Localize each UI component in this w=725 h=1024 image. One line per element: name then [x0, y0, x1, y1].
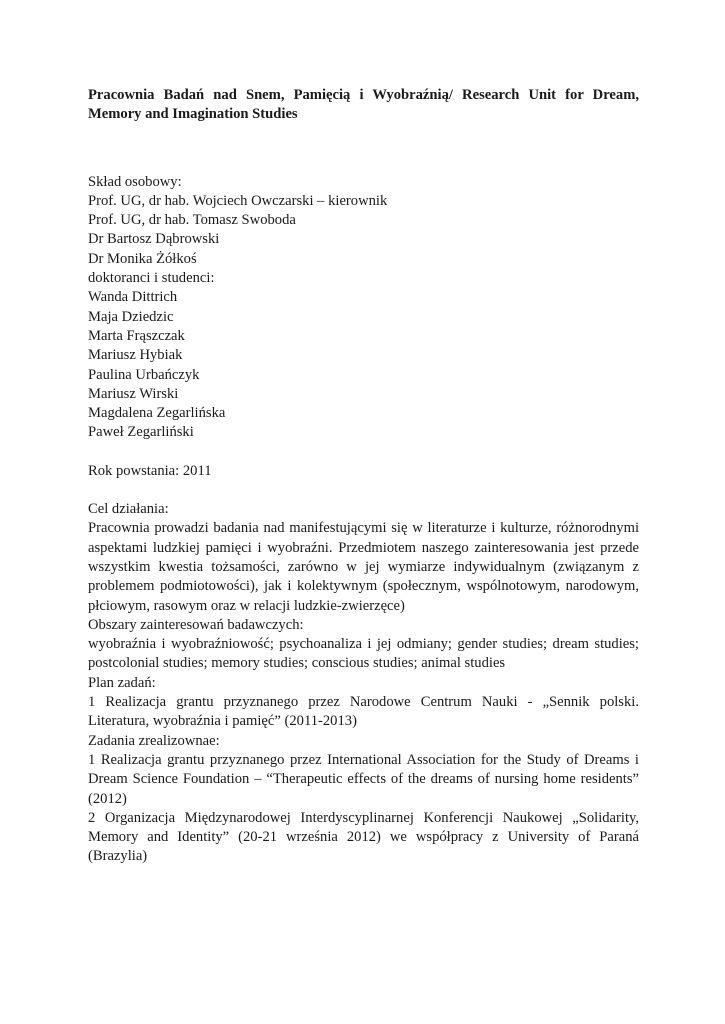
completed-section — [88, 732, 639, 867]
plan-item: 1 Realizacja grantu przyznanego przez Narodowe Centrum Nauki - „Sennik polski. Literatura, wyobraźnia i pamięć” (2011-2013) — [88, 694, 639, 730]
goal-text: Pracownia prowadzi badania nad manifestującymi się w literaturze i kulturze, różnorodnymi aspektami ludzkiej pamięci i wyobraźni. Przedmiotem naszego zainteresowania jest przede wszystkim kwestia tożsamości, zarówno w jej wymiarze indywidualnym (związanym z problemem podmiotowości), jak i kolektywnym (społecznym, wspólnotowym, narodowym, płciowym, rasowym oraz w relacji ludzkie-zwierzęce) — [88, 520, 639, 614]
document-content — [88, 86, 639, 867]
student-name: Magdalena Zegarlińska — [88, 405, 226, 422]
student-name: Maja Dziedzic — [88, 308, 174, 325]
student-name: Paweł Zegarliński — [88, 424, 194, 441]
interests-text: wyobraźnia i wyobraźniowość; psychoanaliza i jej odmiany; gender studies; dream studies; postcolonial studies; memory studies; conscious studies; animal studies — [88, 636, 639, 672]
staff-member: Dr Bartosz Dąbrowski — [88, 231, 220, 248]
student-name: Mariusz Wirski — [88, 385, 179, 402]
plan-heading: Plan zadań: — [88, 674, 156, 691]
student-name: Marta Frąszczak — [88, 327, 185, 344]
document-title: Pracownia Badań nad Snem, Pamięcią i Wyobraźnią/ Research Unit for Dream, Memory and Imagination Studies — [88, 87, 639, 123]
founded-section — [88, 462, 639, 481]
student-name: Mariusz Hybiak — [88, 347, 183, 364]
goal-section — [88, 500, 639, 616]
students-heading: doktoranci i studenci: — [88, 270, 215, 287]
plan-section — [88, 674, 639, 732]
founded-year: Rok powstania: 2011 — [88, 462, 212, 479]
completed-item: 2 Organizacja Międzynarodowej Interdyscyplinarnej Konferencji Naukowej „Solidarity, Memory and Identity” (20-21 września 2012) we współpracy z University of Paraná (Brazylia) — [88, 809, 639, 865]
completed-item: 1 Realizacja grantu przyznanego przez International Association for the Study of Dreams i Dream Science Foundation – “Therapeutic effects of the dreams of nursing home residents” (2012) — [88, 751, 639, 807]
student-name: Wanda Dittrich — [88, 289, 178, 306]
goal-heading: Cel działania: — [88, 501, 169, 518]
completed-heading: Zadania zrealizownae: — [88, 732, 220, 749]
student-name: Paulina Urbańczyk — [88, 366, 200, 383]
spacer — [88, 125, 639, 173]
interests-heading: Obszary zainteresowań badawczych: — [88, 616, 304, 633]
interests-section — [88, 616, 639, 674]
staff-heading: Skład osobowy: — [88, 173, 182, 190]
staff-section — [88, 173, 639, 443]
staff-member: Prof. UG, dr hab. Wojciech Owczarski – kierownik — [88, 192, 388, 209]
staff-member: Prof. UG, dr hab. Tomasz Swoboda — [88, 212, 296, 229]
staff-member: Dr Monika Żółkoś — [88, 250, 197, 267]
